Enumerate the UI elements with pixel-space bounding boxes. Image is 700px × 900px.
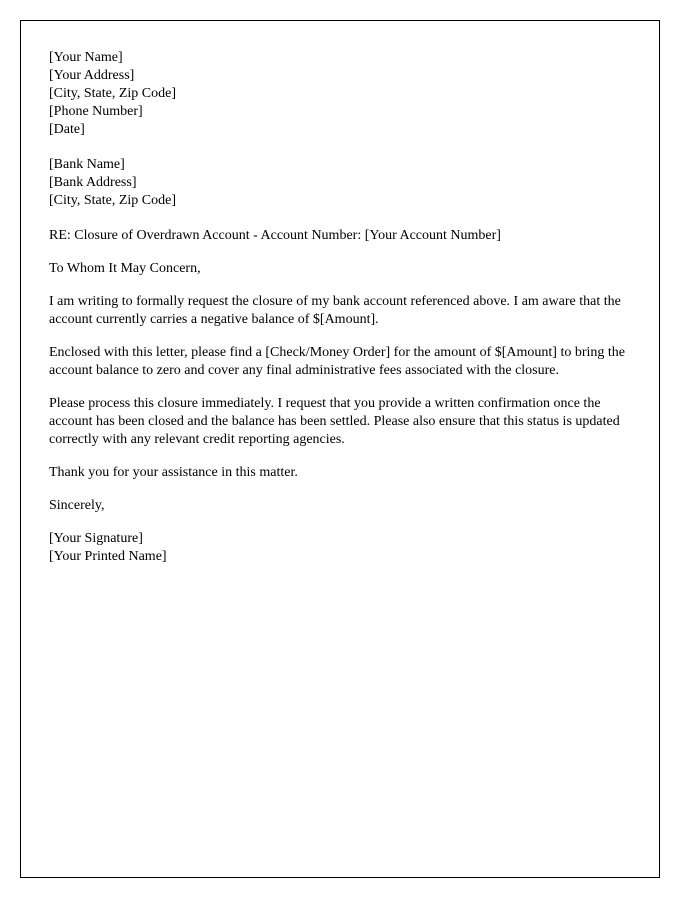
- sender-block: [49, 49, 631, 139]
- letter-page: [20, 20, 660, 878]
- paragraph-1: I am writing to formally request the closure of my bank account referenced above. I am aware that the account currently carries a negative balance of $[Amount].: [49, 294, 621, 327]
- recipient-block: [49, 156, 631, 210]
- sender-name: [Your Name]: [49, 50, 123, 65]
- closing: Sincerely,: [49, 498, 105, 513]
- recipient-city-state-zip: [City, State, Zip Code]: [49, 193, 177, 208]
- recipient-bank-name: [Bank Name]: [49, 157, 125, 172]
- salutation: To Whom It May Concern,: [49, 261, 201, 276]
- signature: [Your Signature]: [49, 531, 143, 546]
- sender-city-state-zip: [City, State, Zip Code]: [49, 86, 177, 101]
- printed-name: [Your Printed Name]: [49, 549, 167, 564]
- paragraph-3: Please process this closure immediately. I request that you provide a written confirmation once the account has been closed and the balance has been settled. Please also ensure that this status is updated correctly with any relevant credit reporting agencies.: [49, 396, 620, 447]
- paragraph-2: Enclosed with this letter, please find a [Check/Money Order] for the amount of $[Amount] to bring the account balance to zero and cover any final administrative fees associated with the closure.: [49, 345, 626, 378]
- recipient-bank-address: [Bank Address]: [49, 175, 137, 190]
- sender-address: [Your Address]: [49, 68, 135, 83]
- letter-content: [21, 21, 659, 611]
- sender-phone: [Phone Number]: [49, 104, 143, 119]
- subject-line: RE: Closure of Overdrawn Account - Account Number: [Your Account Number]: [49, 228, 501, 243]
- signature-block: [49, 530, 631, 566]
- letter-date: [Date]: [49, 122, 85, 137]
- paragraph-4: Thank you for your assistance in this matter.: [49, 465, 298, 480]
